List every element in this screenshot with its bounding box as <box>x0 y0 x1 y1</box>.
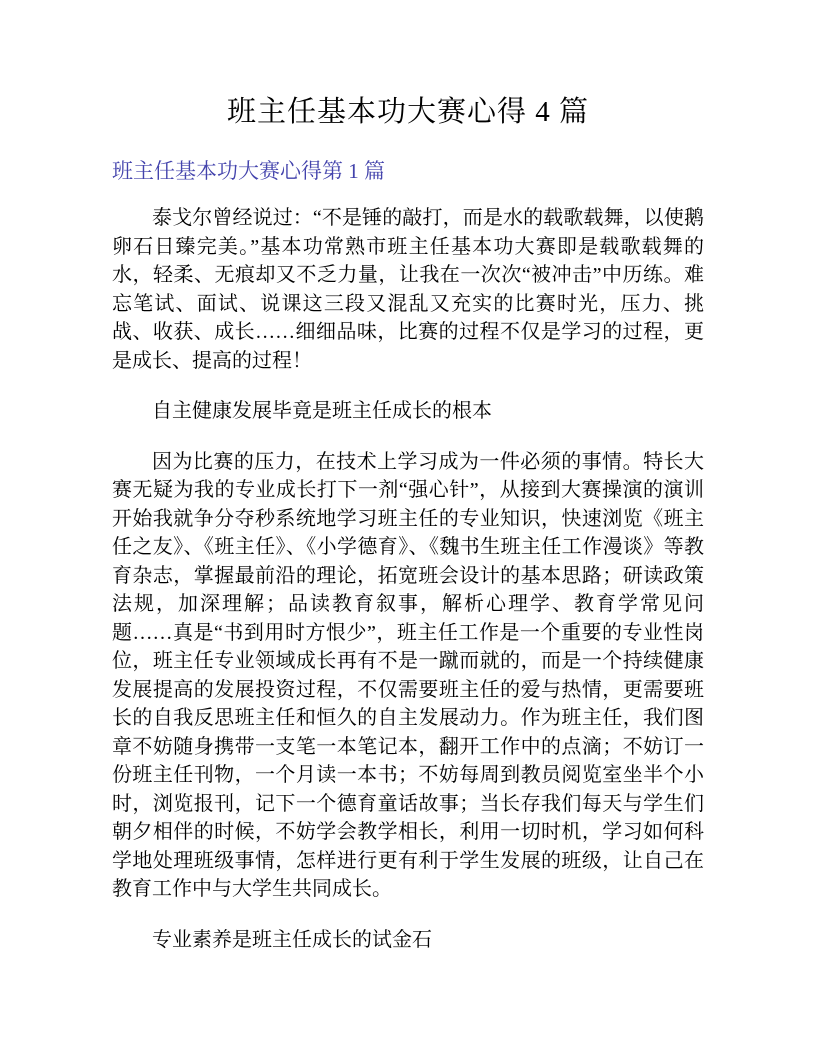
section-heading: 班主任基本功大赛心得第 1 篇 <box>112 159 385 183</box>
paragraph-subtitle-professional-quality: 专业素养是班主任成长的试金石 <box>152 928 432 951</box>
paragraph-body-learning: 因为比赛的压力，在技术上学习成为一件必须的事情。特长大赛无疑为我的专业成长打下一剂“强心针”，从接到大赛操演的演训开始我就争分夺秒系统地学习班主任的专业知识，快速浏览《班主任之友》、《班主任》、《小学德育》、《魏书生班主任工作漫谈》等教育杂志，掌握最前沿的理论，拓宽班会设计的基本思路；研读政策法规，加深理解；品读教育叙事，解析心理学、教育学常见问题……真是“书到用时方恨少”，班主任工作是一个重要的专业性岗位，班主任专业领域成长再有不是一蹴而就的，而是一个持续健康发展提高的发展投资过程，不仅需要班主任的爱与热情，更需要班长的自我反思班主任和恒久的自主发展动力。作为班主任，我们图章不妨随身携带一支笔一本笔记本，翻开工作中的点滴；不妨订一份班主任刊物，一个月读一本书；不妨每周到教员阅览室坐半个小时，浏览报刊，记下一个德育童话故事；当长存我们每天与学生们朝夕相伴的时候，不妨学会教学相长，利用一切时机，学习如何科学地处理班级事情，怎样进行更有利于学生发展的班级，让自己在教育工作中与大学生共同成长。 <box>112 450 704 900</box>
paragraph-subtitle-self-development: 自主健康发展毕竟是班主任成长的根本 <box>152 400 492 422</box>
document-title: 班主任基本功大赛心得 4 篇 <box>226 96 589 128</box>
paragraph-quote-intro: 泰戈尔曾经说过：“不是锤的敲打，而是水的载歌载舞，以使鹅卵石日臻完美。”基本功常熟市班主任基本功大赛即是载歌载舞的水，轻柔、无痕却又不乏力量，让我在一次次“被冲击”中历练。难忘笔试、面试、说课这三段又混乱又充实的比赛时光，压力、挑战、收获、成长……细细品味，比赛的过程不仅是学习的过程，更是成长、提高的过程！ <box>112 207 704 372</box>
